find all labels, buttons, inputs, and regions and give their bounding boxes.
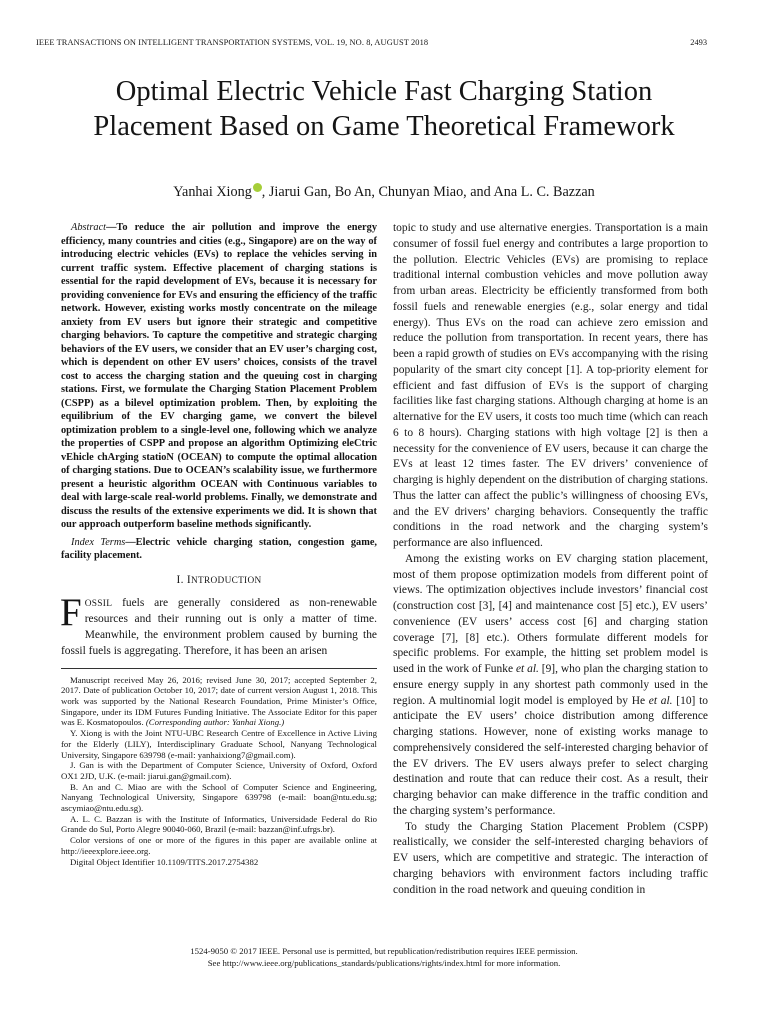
index-terms-text: Electric vehicle charging station, congestion game, facility placement. — [61, 536, 377, 562]
section-heading — [61, 573, 377, 590]
page-number: 2493 — [690, 38, 707, 47]
body-paragraph — [393, 552, 708, 820]
index-terms — [61, 536, 377, 563]
footnote-doi: Digital Object Identifier 10.1109/TITS.2017.2754382 — [70, 856, 259, 867]
body-text: [10] to anticipate the EV users’ choice distribution among difference charging stations. However, none of existing works manage to comprehensively considered the self-interested charging behavior of the EV drivers. The EV users always prefer to select charging destination and route that can reduce their cost. As a result, their charging behavior can make difference in the traffic condition and the charging system’s performance. — [393, 694, 708, 817]
left-column — [61, 221, 377, 867]
permissions-line: See http://www.ieee.org/publications_standards/publications/rights/index.html for more information. — [207, 957, 561, 968]
copyright-notice — [0, 946, 768, 969]
body-text: Among the existing works on EV charging station placement, most of them propose optimization models from different point of views. The optimization objectives include investors’ financial cost (construction cost [3], [4] and maintenance cost [5] etc.), EV users’ convenience (EV users’ access cost [6] and charging station coverage [7], [8] etc.). Others formulate different models for specific problems. For example, the hitting set problem model is used in the work of Funke — [393, 552, 708, 675]
abstract — [61, 221, 377, 532]
footnotes — [61, 675, 377, 868]
intro-smallcaps: OSSIL — [84, 598, 113, 609]
intro-text: fuels are generally considered as non-renewable resources and their running out is only a matter of time. Meanwhile, the environment problem caused by burning the fossil fuels is aggregating. Therefore, it has been an arisen — [61, 596, 377, 657]
paper-title: Optimal Electric Vehicle Fast Charging Station Placement Based on Game Theoretical Framework — [93, 76, 675, 142]
author-first: Yanhai Xiong — [173, 184, 252, 200]
footnote-affiliation: J. Gan is with the Department of Computer Science, University of Oxford, Oxford OX1 2JD, U.K. (e-mail: jiarui.gan@gmail.com). — [61, 760, 377, 781]
footnote-manuscript-text: Manuscript received May 26, 2016; revised June 30, 2017; accepted September 2, 2017. Date of publication October 10, 2017; date of current version August 1, 2018. This work was supported by the National Research Foundation, Prime Minister’s Office, Singapore, under its IDM Futures Funding Initiative. The Associate Editor for this paper was E. Kosmatopoulos. — [61, 674, 377, 728]
body-text: [9], who plan the charging station to ensure energy supply in any shortest path commonly used in the region. A multinomial logit model is employed by He — [393, 663, 708, 707]
et-al: et al. — [648, 694, 673, 707]
et-al: et al. — [515, 663, 539, 675]
author-rest: , Jiarui Gan, Bo An, Chunyan Miao, and Ana L. C. Bazzan — [261, 184, 595, 200]
footnote-manuscript — [61, 675, 377, 729]
abstract-dash: — — [106, 222, 117, 233]
section-name: NTRODUCTION — [191, 575, 262, 586]
orcid-icon[interactable] — [253, 183, 262, 192]
section-numeral: I. I — [176, 573, 192, 586]
corresponding-author: (Corresponding author: Yanhai Xiong.) — [145, 717, 285, 728]
intro-paragraph — [60, 590, 377, 660]
index-terms-dash: — — [125, 536, 136, 548]
footnote-color-note: Color versions of one or more of the figures in this paper are available online at http://ieeexplore.ieee.org. — [61, 835, 377, 856]
footnote-rule — [61, 668, 377, 669]
body-paragraph: To study the Charging Station Placement Problem (CSPP) realistically, we consider the self-interested charging behaviors of EV users, which are competitive and strategic. The interaction of charging behaviors with environment factors including traffic condition in the road network and queuing condition in — [393, 820, 708, 896]
footnote-affiliation: B. An and C. Miao are with the School of Computer Science and Engineering, Nanyang Technological University, Singapore 639798 (e-mail: boan@ntu.edu.sg; ascymiao@ntu.edu.sg). — [61, 781, 377, 814]
abstract-label: Abstract — [71, 222, 107, 233]
copyright-line: 1524-9050 © 2017 IEEE. Personal use is permitted, but republication/redistribution requires IEEE permission. — [190, 946, 578, 956]
index-terms-label: Index Terms — [71, 536, 126, 548]
abstract-text: To reduce the air pollution and improve the energy efficiency, many countries and cities (e.g., Singapore) are on the way of introducing electric vehicles (EVs) to replace the vehicles serving in current traffic system. Effective placement of charging stations is essential for the rapid development of EVs, because it is necessary for providing convenience for EVs and ensuring the efficiency of the traffic network. However, existing works mostly concentrate on the mileage anxiety from EV users but ignore their strategic and competitive charging behaviors. To capture the competitive and strategic charging behaviors of the EV users, we consider that an EV user’s charging cost, which is dependent on other EV users’ choices, consists of the travel cost to access the charging station and the queuing cost in charging stations. First, we formulate the Charging Station Placement Problem (CSPP) as a bilevel optimization problem. Then, by exploiting the equilibrium of the EV charging game, we convert the bilevel optimization problem to a single-level one, following which we analyze the properties of CSPP and propose an algorithm Optimizing eleCtric vEhicle chArging statioN (OCEAN) to compute the optimal allocation of charging stations. Due to OCEAN’s scalability issue, we furthermore present a heuristic algorithm OCEAN with Continuous variables to deal with large-scale real-world problems. Finally, we demonstrate and discuss the results of the extensive experiments we did. It is shown that our approach outperform baseline methods significantly. — [61, 222, 377, 531]
body-paragraph: topic to study and use alternative energies. Transportation is a main consumer of fossil fuel energy and contributes a large proportion to the pollution. Electric Vehicles (EVs) are promising to replace traditional internal combustion vehicles and move pollution away from urban areas. Electricity be efficiently transformed from both fossil fuels and renewable energies (e.g., solar energy and tidal energy). Thus EVs on the road can achieve zero emission and reduce the pollution from transportation. In recent years, there has been a rapid growth of studies on EVs accompanying with the rising popularity of the smart city concept [1]. A top-priority element for efficient and fast diffusion of EVs is the support of charging facilities like fast charging stations. Although charging at home is an alternative for the EV users, it costs too much time (which can reach 6 to 8 hours). Charging stations with high voltage [2] is then a necessity for the convenience of EV users, because it can charge the EVs at least 12 times faster. The EV drivers’ convenience of charging is highly dependent on the distribution of charging stations. Thus the latter can affect the public’s willingness of choosing EVs, and the EV drivers’ charging behaviors. Consequently the traffic conditions in the road network and the charging system’s performance are also influenced. — [393, 222, 708, 549]
footnote-affiliation: A. L. C. Bazzan is with the Institute of Informatics, Universidade Federal do Rio Grande do Sul, Porto Alegre 90040-060, Brazil (e-mail: bazzan@inf.ufrgs.br). — [61, 813, 377, 835]
drop-cap: F — [60, 590, 82, 634]
author-list — [70, 183, 698, 201]
right-column — [393, 221, 708, 898]
footnote-affiliation: Y. Xiong is with the Joint NTU-UBC Research Centre of Excellence in Active Living for the Elderly (LILY), Interdisciplinary Graduate School, Nanyang Technological University, Singapore 639798 (e-mail: yanhaixiong7@gmail.com). — [61, 728, 377, 760]
running-header: IEEE TRANSACTIONS ON INTELLIGENT TRANSPORTATION SYSTEMS, VOL. 19, NO. 8, AUGUST 2018 — [36, 38, 429, 47]
